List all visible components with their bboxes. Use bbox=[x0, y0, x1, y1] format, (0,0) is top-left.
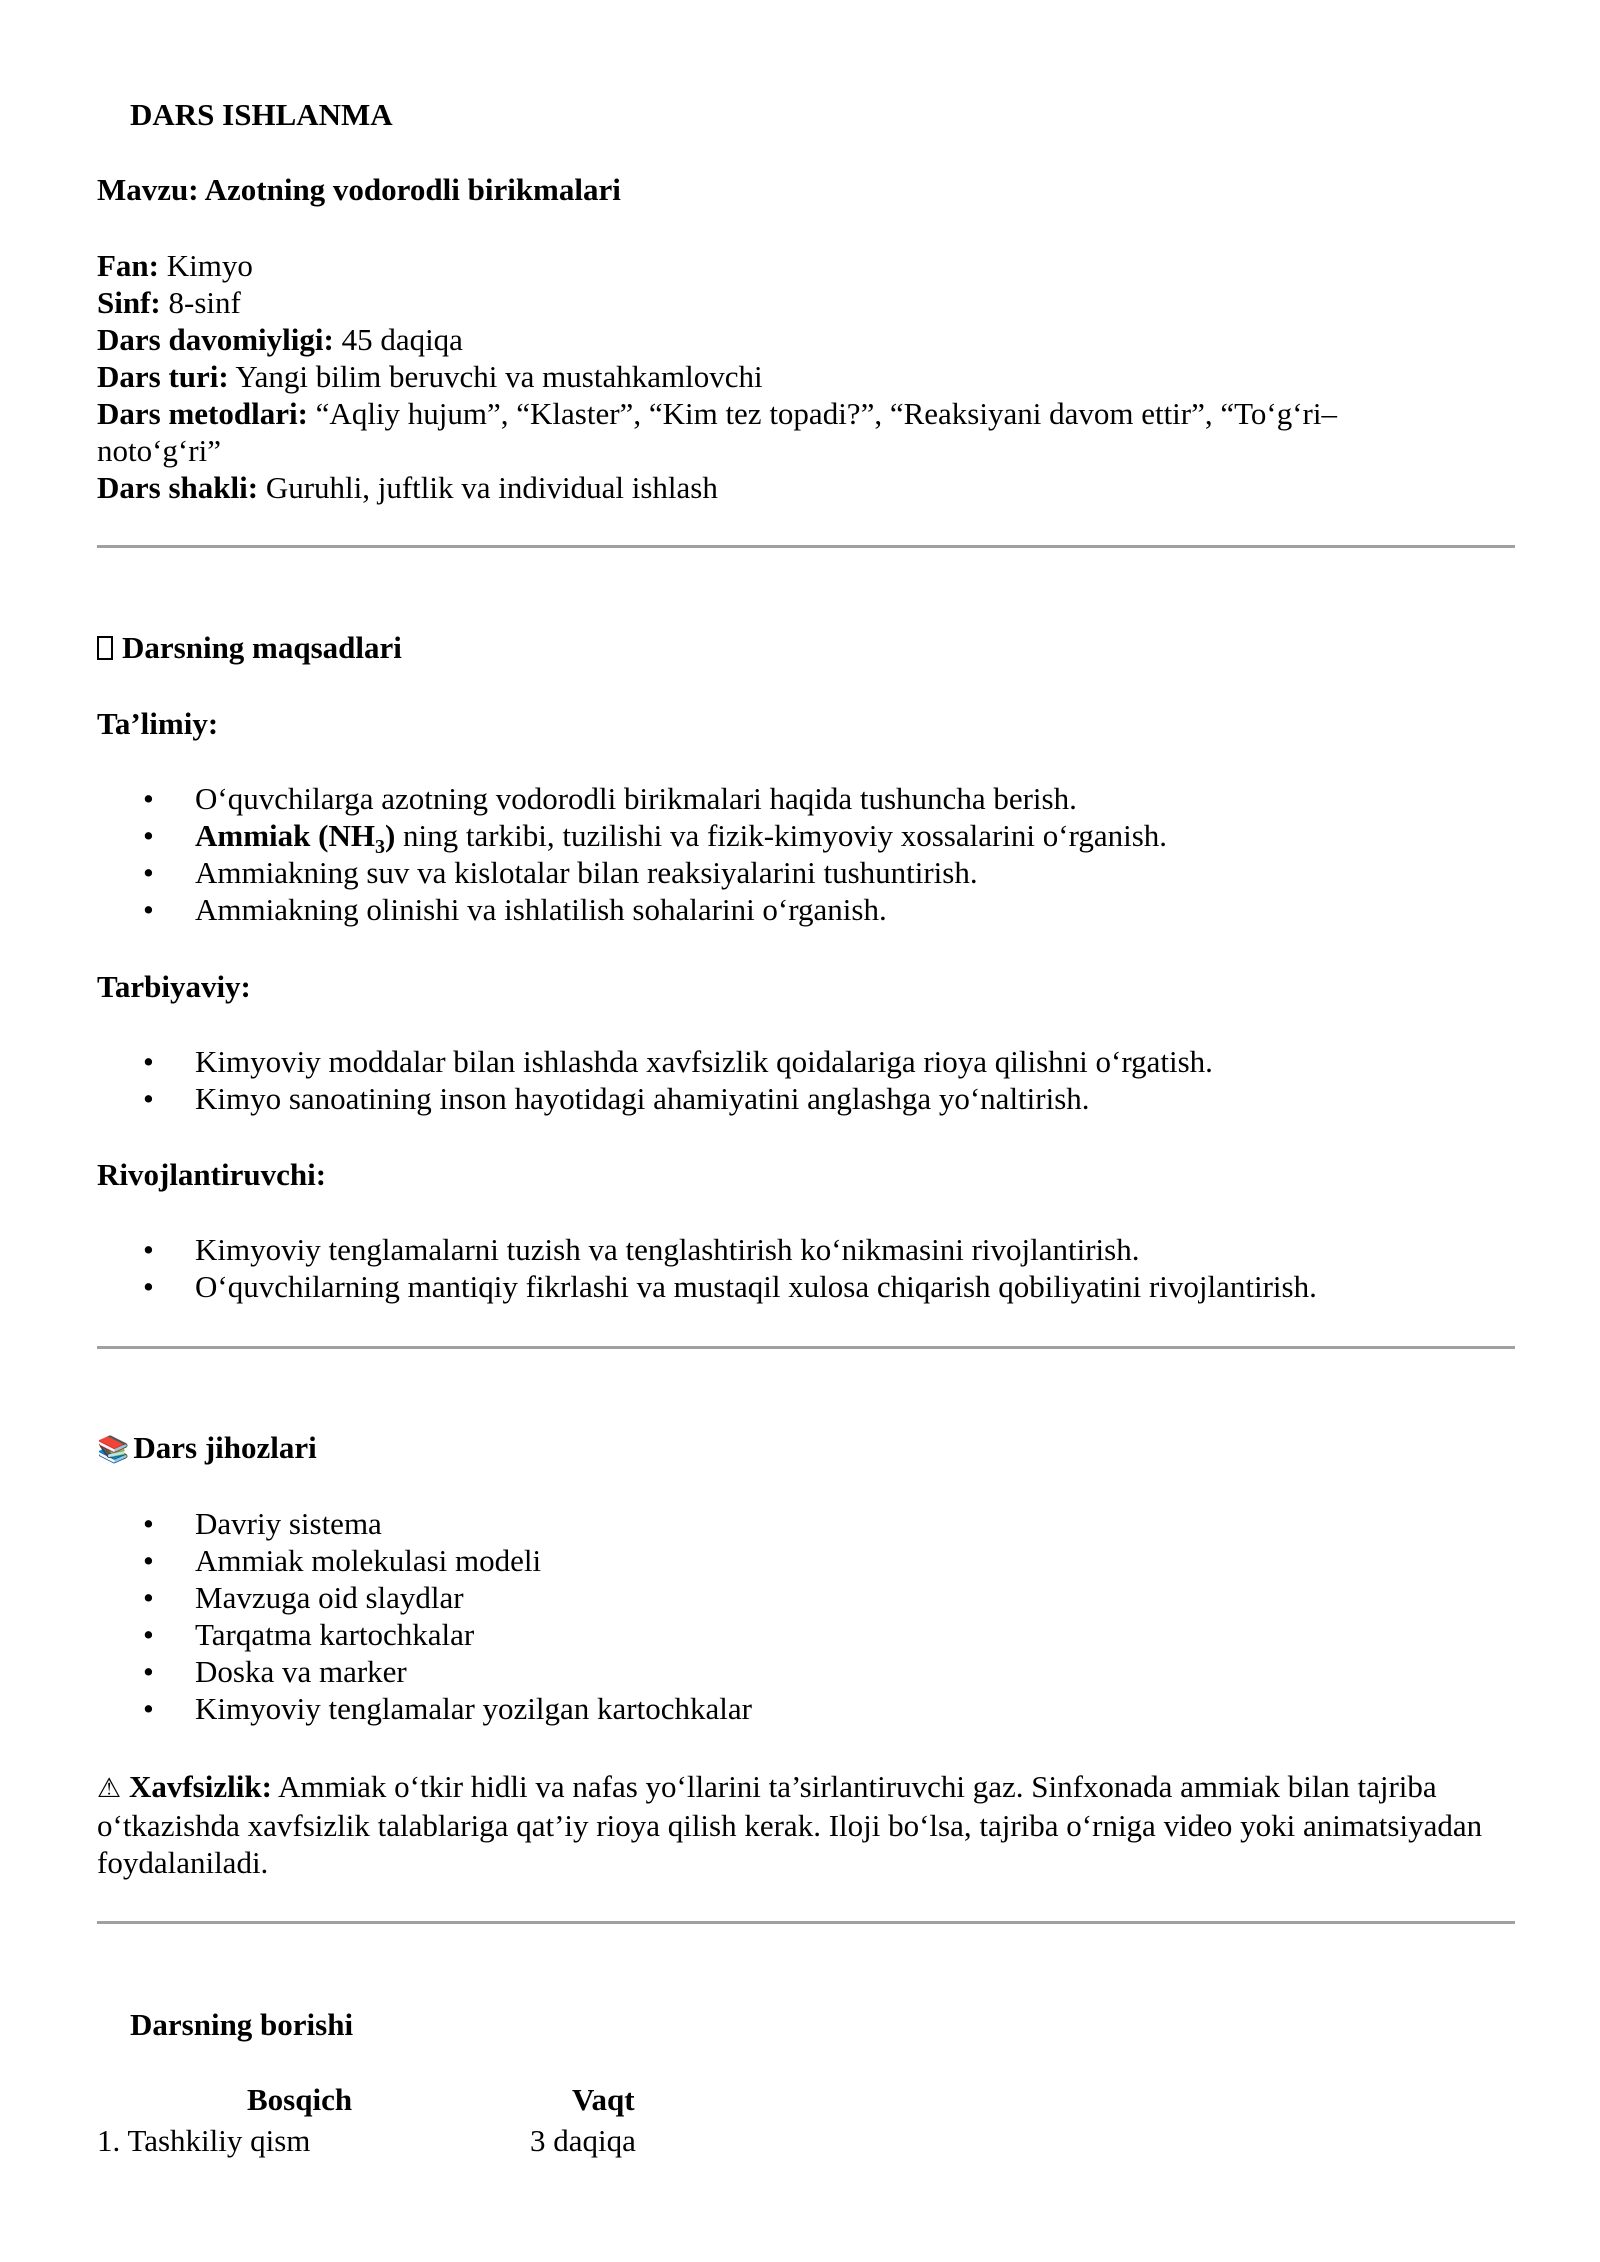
column-header-stage: Bosqich bbox=[247, 2082, 353, 2117]
formula-text: Ammiak (NH bbox=[195, 818, 375, 853]
meta-label: Dars turi: bbox=[97, 359, 229, 394]
ammonia-formula bbox=[195, 818, 396, 859]
list-item bbox=[97, 854, 1167, 891]
lesson-meta bbox=[97, 247, 1437, 506]
bullet-icon: • bbox=[143, 1580, 154, 1615]
list-item bbox=[97, 1080, 1213, 1117]
meta-type bbox=[97, 358, 1437, 395]
bullet-icon: • bbox=[143, 1081, 154, 1116]
list-item bbox=[97, 1653, 752, 1690]
bullet-icon: • bbox=[143, 818, 154, 853]
lesson-topic: Mavzu: Azotning vodorodli birikmalari bbox=[97, 172, 621, 207]
bullet-icon: • bbox=[143, 892, 154, 927]
goals-educational-label: Ta’limiy: bbox=[97, 706, 219, 741]
column-header-time: Vaqt bbox=[572, 2082, 635, 2117]
bullet-icon: • bbox=[143, 1617, 154, 1652]
meta-subject bbox=[97, 247, 1437, 284]
list-item bbox=[97, 1690, 752, 1727]
list-item bbox=[97, 891, 1167, 928]
list-item-text: Mavzuga oid slaydlar bbox=[195, 1580, 464, 1615]
safety-note bbox=[97, 1768, 1517, 1881]
formula-subscript: 3 bbox=[374, 836, 385, 859]
goals-upbringing-list bbox=[97, 1043, 1213, 1117]
meta-label: Dars shakli: bbox=[97, 470, 259, 505]
meta-value: “Aqliy hujum”, “Klaster”, “Kim tez topadi?”, “Reaksiyani davom ettir”, “To‘g‘ri–noto‘g‘ri” bbox=[97, 396, 1337, 468]
bullet-icon: • bbox=[143, 1269, 154, 1304]
bullet-icon: • bbox=[143, 781, 154, 816]
bullet-icon: • bbox=[143, 1506, 154, 1541]
meta-label: Sinf: bbox=[97, 285, 161, 320]
section-heading-text: Dars jihozlari bbox=[133, 1430, 317, 1465]
list-item-text: Kimyoviy tenglamalar yozilgan kartochkalar bbox=[195, 1691, 752, 1726]
meta-grade bbox=[97, 284, 1437, 321]
goals-developing-label: Rivojlantiruvchi: bbox=[97, 1157, 327, 1192]
bullet-icon: • bbox=[143, 1654, 154, 1689]
section-goals-heading bbox=[97, 629, 402, 666]
list-item bbox=[97, 1043, 1213, 1080]
meta-value: Kimyo bbox=[159, 248, 253, 283]
meta-value: 45 daqiqa bbox=[333, 322, 463, 357]
list-item bbox=[97, 1579, 752, 1616]
list-item bbox=[97, 1616, 752, 1653]
list-item-text: Kimyo sanoatining inson hayotidagi ahamiyatini anglashga yo‘naltirish. bbox=[195, 1081, 1090, 1116]
meta-label: Dars davomiyligi: bbox=[97, 322, 334, 357]
meta-form bbox=[97, 469, 1437, 506]
meta-label: Fan: bbox=[97, 248, 159, 283]
list-item-text: Kimyoviy moddalar bilan ishlashda xavfsizlik qoidalariga rioya qilishni o‘rgatish. bbox=[195, 1044, 1213, 1079]
section-process-heading: Darsning borishi bbox=[130, 2007, 354, 2042]
divider bbox=[97, 545, 1515, 548]
table-cell-stage: 1. Tashkiliy qism bbox=[97, 2123, 311, 2158]
section-equipment-heading bbox=[97, 1429, 317, 1469]
list-item-text: O‘quvchilarning mantiqiy fikrlashi va mustaqil xulosa chiqarish qobiliyatini rivojlantirish. bbox=[195, 1269, 1317, 1304]
list-item-text: Davriy sistema bbox=[195, 1506, 382, 1541]
list-item-text: ning tarkibi, tuzilishi va fizik-kimyoviy xossalarini o‘rganish. bbox=[395, 818, 1168, 853]
list-item-text: Ammiakning suv va kislotalar bilan reaksiyalarini tushuntirish. bbox=[195, 855, 978, 890]
section-heading-text: Darsning maqsadlari bbox=[122, 630, 402, 665]
list-item-text: O‘quvchilarga azotning vodorodli birikmalari haqida tushuncha berish. bbox=[195, 781, 1077, 816]
bullet-icon: • bbox=[143, 1691, 154, 1726]
list-item bbox=[97, 1268, 1317, 1305]
divider bbox=[97, 1346, 1515, 1349]
list-item-text: Tarqatma kartochkalar bbox=[195, 1617, 475, 1652]
list-item bbox=[97, 1231, 1317, 1268]
list-item-text: Kimyoviy tenglamalarni tuzish va tenglashtirish ko‘nikmasini rivojlantirish. bbox=[195, 1232, 1140, 1267]
equipment-list bbox=[97, 1505, 752, 1727]
list-item bbox=[97, 1542, 752, 1579]
meta-value: Guruhli, juftlik va individual ishlash bbox=[258, 470, 718, 505]
missing-glyph-icon bbox=[97, 636, 113, 660]
warning-icon: ⚠ bbox=[97, 1773, 122, 1804]
meta-duration bbox=[97, 321, 1437, 358]
goals-educational-list bbox=[97, 780, 1167, 928]
books-icon: 📚 bbox=[97, 1435, 130, 1465]
bullet-icon: • bbox=[143, 1543, 154, 1578]
list-item-text: Doska va marker bbox=[195, 1654, 407, 1689]
safety-label: Xavfsizlik: bbox=[128, 1769, 272, 1804]
bullet-icon: • bbox=[143, 1232, 154, 1267]
bullet-icon: • bbox=[143, 1044, 154, 1079]
table-cell-time: 3 daqiqa bbox=[530, 2123, 636, 2158]
safety-text: Ammiak o‘tkir hidli va nafas yo‘llarini ta’sirlantiruvchi gaz. Sinfxonada ammiak bilan tajriba o‘tkazishda xavfsizlik talablariga qat’iy rioya qilish kerak. Iloji bo‘lsa, tajriba o‘rniga video yoki animatsiyadan foydalaniladi. bbox=[97, 1769, 1483, 1880]
meta-methods bbox=[97, 395, 1437, 469]
meta-value: Yangi bilim beruvchi va mustahkamlovchi bbox=[228, 359, 763, 394]
list-item bbox=[97, 780, 1167, 817]
list-item-text: Ammiakning olinishi va ishlatilish sohalarini o‘rganish. bbox=[195, 892, 887, 927]
meta-value: 8-sinf bbox=[160, 285, 241, 320]
list-item bbox=[97, 817, 1168, 859]
list-item bbox=[97, 1505, 752, 1542]
document-title: DARS ISHLANMA bbox=[130, 97, 393, 132]
meta-label: Dars metodlari: bbox=[97, 396, 308, 431]
divider bbox=[97, 1921, 1515, 1924]
bullet-icon: • bbox=[143, 855, 154, 890]
list-item-text: Ammiak molekulasi modeli bbox=[195, 1543, 542, 1578]
formula-close: ) bbox=[384, 818, 396, 853]
goals-developing-list bbox=[97, 1231, 1317, 1305]
goals-upbringing-label: Tarbiyaviy: bbox=[97, 969, 251, 1004]
